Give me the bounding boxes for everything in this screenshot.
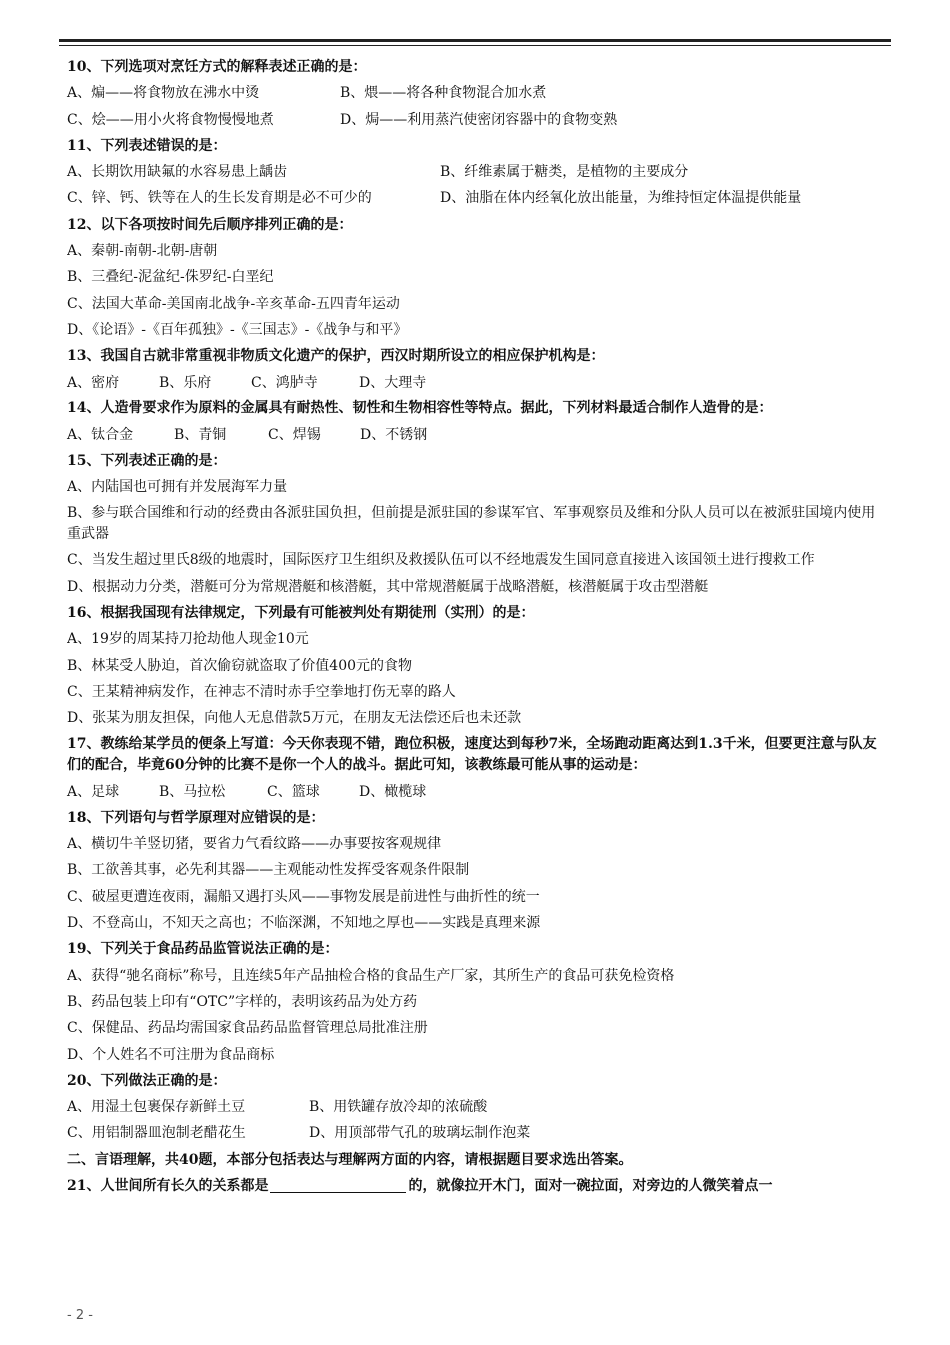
option-15-d: D、根据动力分类，潜艇可分为常规潜艇和核潜艇，其中常规潜艇属于战略潜艇，核潜艇属于攻击型潜艇 — [67, 578, 709, 595]
option-17-b: B、马拉松 — [159, 783, 226, 800]
option-11-a: A、长期饮用缺氟的水容易患上龋齿 — [67, 164, 288, 181]
question-14-options — [67, 422, 885, 448]
option-12-a: A、秦朝-南朝-北朝-唐朝 — [67, 243, 218, 260]
option-19-d: D、个人姓名不可注册为食品商标 — [67, 1046, 275, 1063]
option-20-b: B、用铁罐存放冷却的浓硫酸 — [309, 1099, 488, 1116]
option-15-b: B、参与联合国维和行动的经费由各派驻国负担，但前提是派驻国的参谋军官、军事观察员及维和分队人员可以在被派驻国境内使用重武器 — [67, 504, 876, 542]
question-10-options-row2 — [67, 107, 885, 133]
option-20-c: C、用铝制器皿泡制老醋花生 — [67, 1125, 246, 1142]
option-14-b: B、青铜 — [174, 426, 227, 443]
option-13-d: D、大理寺 — [359, 374, 427, 391]
page-number: - 2 - — [67, 1308, 93, 1323]
option-13-b: B、乐府 — [159, 374, 212, 391]
option-19-b: B、药品包装上印有“OTC”字样的，表明该药品为处方药 — [67, 993, 418, 1010]
header-rule-thin — [59, 45, 891, 46]
question-11-options-row2 — [67, 185, 885, 211]
question-20-options-row2 — [67, 1120, 885, 1146]
option-18-b: B、工欲善其事，必先利其器——主观能动性发挥受客观条件限制 — [67, 862, 470, 879]
option-17-d: D、橄榄球 — [359, 783, 427, 800]
option-13-a: A、密府 — [67, 374, 120, 391]
option-14-c: C、焊锡 — [268, 426, 321, 443]
option-10-b: B、煨——将各种食物混合加水煮 — [340, 85, 547, 102]
option-19-a: A、获得“驰名商标”称号，且连续5年产品抽检合格的食品生产厂家，其所生产的食品可获免检资格 — [67, 967, 675, 984]
question-17-stem: 17、教练给某学员的便条上写道：今天你表现不错，跑位积极，速度达到每秒7米，全场跑动距离达到1.3千米，但要更注意与队友们的配合，毕竟60分钟的比赛不是你一个人的战斗。据此可知，该教练最可能从事的运动是： — [67, 735, 877, 773]
option-20-a: A、用湿土包裹保存新鲜土豆 — [67, 1099, 246, 1116]
option-18-d: D、不登高山，不知天之高也；不临深渊，不知地之厚也——实践是真理来源 — [67, 915, 541, 932]
header-rule-thick — [59, 39, 891, 42]
question-10-stem: 10、下列选项对烹饪方式的解释表述正确的是： — [67, 59, 367, 75]
question-21-text-after: 的，就像拉开木门，面对一碗拉面，对旁边的人微笑着点一 — [408, 1177, 773, 1194]
question-11-options-row1 — [67, 159, 885, 185]
option-11-d: D、油脂在体内经氧化放出能量，为维持恒定体温提供能量 — [440, 190, 802, 207]
question-19-stem: 19、下列关于食品药品监管说法正确的是： — [67, 941, 339, 958]
question-21-text-before: 21、人世间所有长久的关系都是 — [67, 1177, 269, 1194]
option-12-d: D、《论语》-《百年孤独》-《三国志》-《战争与和平》 — [67, 321, 408, 338]
question-13-stem: 13、我国自古就非常重视非物质文化遗产的保护，西汉时期所设立的相应保护机构是： — [67, 348, 605, 365]
option-16-c: C、王某精神病发作，在神志不清时赤手空拳地打伤无辜的路人 — [67, 683, 456, 700]
section-2-heading: 二、言语理解，共40题，本部分包括表达与理解两方面的内容，请根据题目要求选出答案。 — [67, 1151, 633, 1168]
question-15-stem: 15、下列表述正确的是： — [67, 453, 227, 470]
option-17-c: C、篮球 — [267, 783, 320, 800]
option-16-a: A、19岁的周某持刀抢劫他人现金10元 — [67, 631, 309, 648]
option-16-b: B、林某受人胁迫，首次偷窃就盗取了价值400元的食物 — [67, 657, 413, 674]
answer-blank — [270, 1176, 406, 1193]
page-content — [67, 54, 885, 1199]
option-11-c: C、锌、钙、铁等在人的生长发育期是必不可少的 — [67, 190, 372, 207]
option-10-c: C、烩——用小火将食物慢慢地煮 — [67, 111, 274, 128]
question-21-stem — [67, 1173, 885, 1199]
option-15-a: A、内陆国也可拥有并发展海军力量 — [67, 479, 288, 496]
option-18-c: C、破屋更遭连夜雨，漏船又遇打头风——事物发展是前进性与曲折性的统一 — [67, 888, 540, 905]
option-11-b: B、纤维素属于糖类，是植物的主要成分 — [440, 164, 689, 181]
option-20-d: D、用顶部带气孔的玻璃坛制作泡菜 — [309, 1125, 531, 1142]
question-18-stem: 18、下列语句与哲学原理对应错误的是： — [67, 809, 325, 826]
option-13-c: C、鸿胪寺 — [251, 374, 318, 391]
question-17-options — [67, 779, 885, 805]
option-18-a: A、横切牛羊竖切猪，要省力气看纹路——办事要按客观规律 — [67, 836, 442, 853]
option-12-b: B、三叠纪-泥盆纪-侏罗纪-白垩纪 — [67, 269, 274, 286]
question-20-stem: 20、下列做法正确的是： — [67, 1072, 227, 1089]
option-15-c: C、当发生超过里氏8级的地震时，国际医疗卫生组织及救援队伍可以不经地震发生国同意直接进入该国领土进行搜救工作 — [67, 551, 815, 568]
option-14-a: A、钛合金 — [67, 426, 134, 443]
option-10-d: D、焗——利用蒸汽使密闭容器中的食物变熟 — [340, 111, 618, 128]
question-12-stem: 12、以下各项按时间先后顺序排列正确的是： — [67, 216, 353, 233]
question-11-stem: 11、下列表述错误的是： — [67, 137, 227, 154]
option-14-d: D、不锈钢 — [360, 426, 428, 443]
option-17-a: A、足球 — [67, 783, 120, 800]
question-13-options — [67, 370, 885, 396]
question-10-options-row1 — [67, 80, 885, 106]
question-16-stem: 16、根据我国现有法律规定，下列最有可能被判处有期徒刑（实刑）的是： — [67, 605, 535, 622]
question-14-stem: 14、人造骨要求作为原料的金属具有耐热性、韧性和生物相容性等特点。据此，下列材料最适合制作人造骨的是： — [67, 399, 773, 416]
option-16-d: D、张某为朋友担保，向他人无息借款5万元，在朋友无法偿还后也未还款 — [67, 710, 522, 727]
question-20-options-row1 — [67, 1094, 885, 1120]
option-12-c: C、法国大革命-美国南北战争-辛亥革命-五四青年运动 — [67, 295, 400, 312]
option-19-c: C、保健品、药品均需国家食品药品监督管理总局批准注册 — [67, 1020, 428, 1037]
option-10-a: A、煸——将食物放在沸水中烫 — [67, 85, 260, 102]
